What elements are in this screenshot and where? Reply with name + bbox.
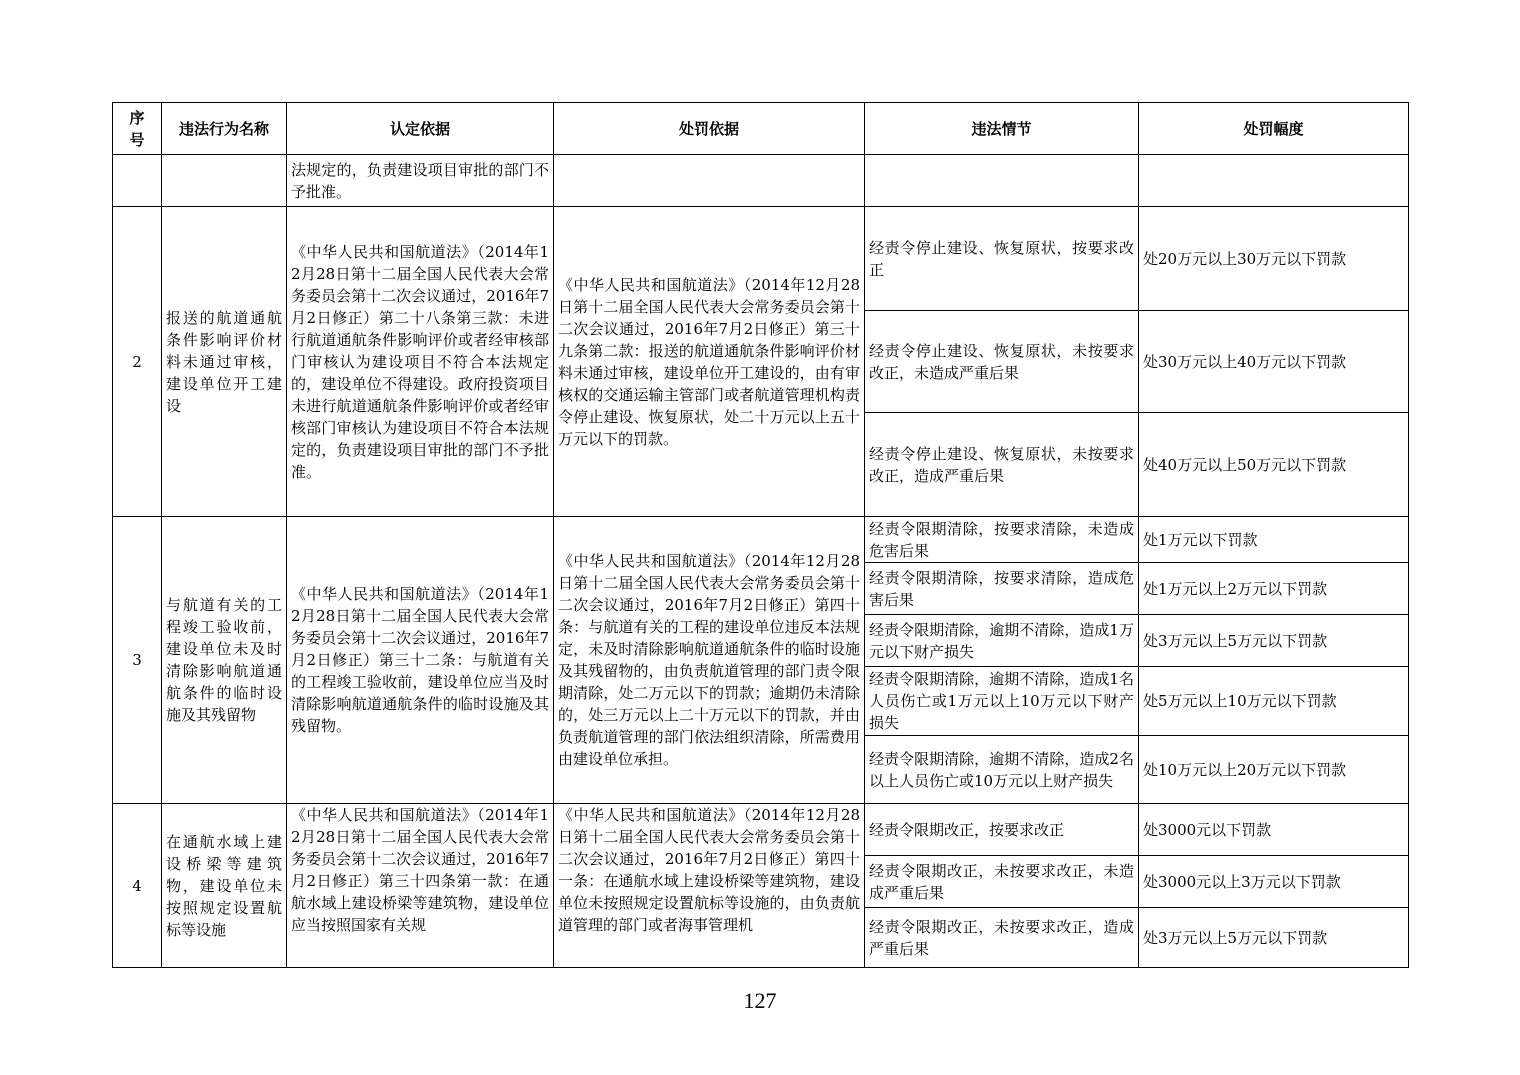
table-row (113, 517, 1409, 563)
header-range: 处罚幅度 (1139, 103, 1409, 155)
cell-range: 处3000元以上3万元以下罚款 (1139, 856, 1409, 908)
cell-circumstance: 经责令限期清除，逾期不清除，造成2名以上人员伤亡或10万元以上财产损失 (865, 736, 1139, 804)
page-number: 127 (743, 988, 777, 1013)
header-name: 违法行为名称 (162, 103, 287, 155)
cell-circumstance: 经责令限期清除，按要求清除，造成危害后果 (865, 563, 1139, 615)
cell-penalty-basis: 《中华人民共和国航道法》（2014年12月28日第十二届全国人民代表大会常务委员会第十二次会议通过，2016年7月2日修正）第四十一条：在通航水域上建设桥梁等建筑物，建设单位未按照规定设置航标等设施的，由负责航道管理的部门或者海事管理机 (554, 804, 865, 968)
cell-name: 报送的航道通航条件影响评价材料未通过审核，建设单位开工建设 (162, 207, 287, 517)
cell-range: 处3万元以上5万元以下罚款 (1139, 615, 1409, 667)
cell-range (1139, 155, 1409, 207)
cell-range: 处1万元以上2万元以下罚款 (1139, 563, 1409, 615)
cell-penalty-basis (554, 155, 865, 207)
cell-range: 处3000元以下罚款 (1139, 804, 1409, 856)
table-row (113, 207, 1409, 311)
cell-circumstance: 经责令限期清除，按要求清除，未造成危害后果 (865, 517, 1139, 563)
cell-seq: 3 (113, 517, 162, 804)
cell-circumstance: 经责令限期改正，未按要求改正，未造成严重后果 (865, 856, 1139, 908)
cell-seq: 4 (113, 804, 162, 968)
cell-range: 处20万元以上30万元以下罚款 (1139, 207, 1409, 311)
cell-basis: 法规定的，负责建设项目审批的部门不予批准。 (287, 155, 554, 207)
header-circumstance: 违法情节 (865, 103, 1139, 155)
cell-range: 处30万元以上40万元以下罚款 (1139, 311, 1409, 413)
cell-basis: 《中华人民共和国航道法》（2014年12月28日第十二届全国人民代表大会常务委员会第十二次会议通过，2016年7月2日修正）第三十二条：与航道有关的工程竣工验收前，建设单位应当及时清除影响航道通航条件的临时设施及其残留物。 (287, 517, 554, 804)
header-penalty-basis: 处罚依据 (554, 103, 865, 155)
cell-circumstance: 经责令限期清除，逾期不清除，造成1名人员伤亡或1万元以上10万元以下财产损失 (865, 667, 1139, 736)
cell-penalty-basis: 《中华人民共和国航道法》（2014年12月28日第十二届全国人民代表大会常务委员会第十二次会议通过，2016年7月2日修正）第三十九条第二款：报送的航道通航条件影响评价材料未通过审核，建设单位开工建设的，由有审核权的交通运输主管部门或者航道管理机构责令停止建设、恢复原状，处二十万元以上五十万元以下的罚款。 (554, 207, 865, 517)
header-basis: 认定依据 (287, 103, 554, 155)
cell-circumstance: 经责令停止建设、恢复原状，按要求改正 (865, 207, 1139, 311)
cell-range: 处5万元以上10万元以下罚款 (1139, 667, 1409, 736)
cell-basis: 《中华人民共和国航道法》（2014年12月28日第十二届全国人民代表大会常务委员会第十二次会议通过，2016年7月2日修正）第二十八条第三款：未进行航道通航条件影响评价或者经审核部门审核认为建设项目不符合本法规定的，建设单位不得建设。政府投资项目未进行航道通航条件影响评价或者经审核部门审核认为建设项目不符合本法规定的，负责建设项目审批的部门不予批准。 (287, 207, 554, 517)
cell-seq (113, 155, 162, 207)
penalty-table (112, 102, 1409, 968)
cell-range: 处3万元以上5万元以下罚款 (1139, 908, 1409, 968)
table-row (113, 155, 1409, 207)
cell-name: 与航道有关的工程竣工验收前，建设单位未及时清除影响航道通航条件的临时设施及其残留物 (162, 517, 287, 804)
cell-circumstance: 经责令停止建设、恢复原状，未按要求改正，造成严重后果 (865, 413, 1139, 517)
cell-circumstance: 经责令限期改正，按要求改正 (865, 804, 1139, 856)
cell-circumstance: 经责令停止建设、恢复原状，未按要求改正，未造成严重后果 (865, 311, 1139, 413)
header-row (113, 103, 1409, 155)
cell-range: 处1万元以下罚款 (1139, 517, 1409, 563)
cell-seq: 2 (113, 207, 162, 517)
cell-circumstance: 经责令限期改正，未按要求改正，造成严重后果 (865, 908, 1139, 968)
cell-penalty-basis: 《中华人民共和国航道法》（2014年12月28日第十二届全国人民代表大会常务委员会第十二次会议通过，2016年7月2日修正）第四十条：与航道有关的工程的建设单位违反本法规定，未及时清除影响航道通航条件的临时设施及其残留物的，由负责航道管理的部门责令限期清除，处二万元以下的罚款；逾期仍未清除的，处三万元以上二十万元以下的罚款，并由负责航道管理的部门依法组织清除，所需费用由建设单位承担。 (554, 517, 865, 804)
cell-range: 处10万元以上20万元以下罚款 (1139, 736, 1409, 804)
cell-circumstance: 经责令限期清除，逾期不清除，造成1万元以下财产损失 (865, 615, 1139, 667)
cell-name: 在通航水域上建设桥梁等建筑物，建设单位未按照规定设置航标等设施 (162, 804, 287, 968)
cell-range: 处40万元以上50万元以下罚款 (1139, 413, 1409, 517)
table-row (113, 804, 1409, 856)
cell-name (162, 155, 287, 207)
cell-basis: 《中华人民共和国航道法》（2014年12月28日第十二届全国人民代表大会常务委员会第十二次会议通过，2016年7月2日修正）第三十四条第一款：在通航水域上建设桥梁等建筑物，建设单位应当按照国家有关规 (287, 804, 554, 968)
header-seq: 序号 (113, 103, 162, 155)
cell-circumstance (865, 155, 1139, 207)
